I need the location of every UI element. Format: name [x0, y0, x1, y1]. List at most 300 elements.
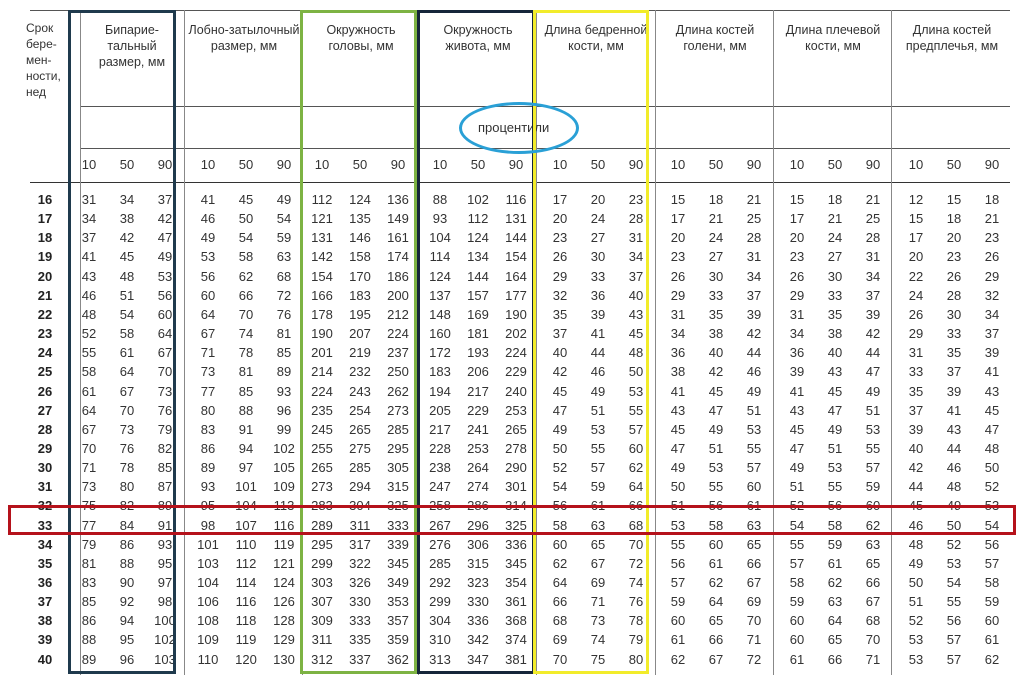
table-cell: 322: [349, 555, 371, 571]
table-cell: 56: [670, 555, 686, 571]
table-cell: 35: [552, 306, 568, 322]
table-cell: 63: [865, 536, 881, 552]
table-cell: 58: [789, 575, 805, 590]
table-cell: 109: [273, 479, 295, 495]
table-cell: 33: [708, 287, 724, 303]
table-cell: 142: [311, 249, 333, 265]
table-cell: 35: [946, 345, 962, 361]
table-cell: 67: [81, 421, 97, 437]
table-cell: 51: [119, 287, 135, 303]
week-cell: 22: [37, 306, 53, 322]
table-cell: 76: [119, 440, 135, 456]
table-cell: 124: [349, 192, 371, 207]
table-cell: 59: [276, 230, 292, 246]
table-cell: 42: [746, 326, 762, 342]
table-cell: 36: [789, 345, 805, 361]
table-cell: 31: [628, 230, 644, 246]
percentile-header: 90: [157, 157, 173, 172]
table-cell: 71: [746, 632, 762, 648]
percentile-header: 10: [908, 157, 924, 172]
table-cell: 112: [311, 192, 333, 207]
table-cell: 78: [628, 613, 644, 629]
table-cell: 58: [552, 517, 568, 533]
table-cell: 304: [349, 498, 371, 514]
table-cell: 49: [670, 460, 686, 476]
table-cell: 15: [908, 211, 924, 227]
table-cell: 325: [387, 498, 409, 514]
table-cell: 86: [200, 440, 216, 456]
table-cell: 18: [708, 192, 724, 207]
table-cell: 47: [157, 230, 173, 246]
table-cell: 49: [552, 421, 568, 437]
table-cell: 56: [946, 613, 962, 629]
table-cell: 60: [552, 536, 568, 552]
table-cell: 326: [349, 575, 371, 590]
table-cell: 76: [157, 402, 173, 418]
table-cell: 354: [505, 575, 527, 590]
table-cell: 23: [628, 192, 644, 207]
table-cell: 283: [311, 498, 333, 514]
table-cell: 53: [908, 651, 924, 667]
table-cell: 149: [387, 211, 409, 227]
table-cell: 60: [157, 306, 173, 322]
table-cell: 50: [984, 460, 1000, 476]
percentile-header: 50: [590, 157, 606, 172]
percentile-header: 10: [552, 157, 568, 172]
table-cell: 313: [429, 651, 451, 667]
table-cell: 194: [429, 383, 451, 399]
table-cell: 56: [708, 498, 724, 514]
percentile-header: 90: [276, 157, 292, 172]
table-cell: 207: [349, 326, 371, 342]
week-cell: 37: [37, 594, 53, 610]
table-cell: 336: [467, 613, 489, 629]
table-cell: 121: [273, 555, 295, 571]
table-cell: 44: [946, 440, 962, 456]
table-cell: 154: [505, 249, 527, 265]
table-cell: 83: [200, 421, 216, 437]
percentile-header: 10: [670, 157, 686, 172]
table-cell: 20: [590, 192, 606, 207]
table-cell: 238: [429, 460, 451, 476]
table-cell: 47: [552, 402, 568, 418]
table-cell: 286: [467, 498, 489, 514]
table-cell: 60: [200, 287, 216, 303]
table-cell: 37: [865, 287, 881, 303]
table-cell: 82: [119, 498, 135, 514]
table-cell: 114: [235, 575, 257, 590]
table-cell: 39: [908, 421, 924, 437]
table-cell: 51: [908, 594, 924, 610]
table-cell: 38: [119, 211, 135, 227]
table-cell: 34: [119, 192, 135, 207]
table-cell: 61: [827, 555, 843, 571]
table-cell: 93: [276, 383, 292, 399]
table-cell: 61: [708, 555, 724, 571]
week-cell: 27: [37, 402, 53, 418]
table-cell: 49: [789, 460, 805, 476]
table-cell: 202: [505, 326, 527, 342]
table-cell: 58: [984, 575, 1000, 590]
table-cell: 44: [908, 479, 924, 495]
table-cell: 28: [946, 287, 962, 303]
table-cell: 26: [552, 249, 568, 265]
table-cell: 20: [552, 211, 568, 227]
table-cell: 120: [235, 651, 257, 667]
table-cell: 39: [789, 364, 805, 380]
table-cell: 110: [235, 536, 257, 552]
table-cell: 67: [119, 383, 135, 399]
table-cell: 95: [200, 498, 216, 514]
percentile-header: 50: [708, 157, 724, 172]
table-cell: 72: [276, 287, 292, 303]
table-cell: 160: [429, 326, 451, 342]
table-cell: 63: [276, 249, 292, 265]
table-cell: 82: [157, 440, 173, 456]
percentile-header: 90: [746, 157, 762, 172]
table-cell: 23: [670, 249, 686, 265]
table-cell: 47: [670, 440, 686, 456]
table-cell: 253: [505, 402, 527, 418]
table-cell: 60: [984, 613, 1000, 629]
group-header-hc: Окружность головы, мм: [326, 23, 396, 53]
table-cell: 49: [946, 498, 962, 514]
table-cell: 52: [81, 326, 97, 342]
table-cell: 78: [238, 345, 254, 361]
table-cell: 67: [157, 345, 173, 361]
table-cell: 45: [789, 421, 805, 437]
table-cell: 101: [197, 536, 219, 552]
table-cell: 58: [827, 517, 843, 533]
table-cell: 131: [311, 230, 333, 246]
table-cell: 23: [984, 230, 1000, 246]
table-cell: 80: [119, 479, 135, 495]
table-cell: 69: [746, 594, 762, 610]
table-cell: 205: [429, 402, 451, 418]
table-cell: 49: [157, 249, 173, 265]
table-cell: 102: [154, 632, 176, 648]
table-cell: 85: [238, 383, 254, 399]
table-cell: 50: [238, 211, 254, 227]
table-cell: 273: [311, 479, 333, 495]
percentile-header: 10: [432, 157, 448, 172]
table-cell: 79: [628, 632, 644, 648]
table-cell: 37: [908, 402, 924, 418]
table-cell: 57: [628, 421, 644, 437]
table-cell: 48: [946, 479, 962, 495]
table-cell: 74: [590, 632, 606, 648]
table-cell: 34: [670, 326, 686, 342]
week-cell: 36: [37, 575, 53, 590]
table-cell: 62: [552, 555, 568, 571]
table-cell: 21: [746, 192, 762, 207]
table-cell: 41: [81, 249, 97, 265]
week-cell: 40: [37, 651, 53, 667]
table-cell: 55: [827, 479, 843, 495]
table-cell: 66: [708, 632, 724, 648]
week-cell: 21: [37, 287, 53, 303]
table-cell: 264: [467, 460, 489, 476]
table-cell: 136: [387, 192, 409, 207]
table-cell: 55: [746, 440, 762, 456]
table-cell: 158: [349, 249, 371, 265]
table-cell: 55: [590, 440, 606, 456]
table-cell: 278: [505, 440, 527, 456]
table-cell: 94: [119, 613, 135, 629]
table-cell: 330: [349, 594, 371, 610]
table-cell: 285: [429, 555, 451, 571]
table-cell: 25: [865, 211, 881, 227]
table-cell: 26: [670, 268, 686, 284]
table-cell: 26: [789, 268, 805, 284]
table-cell: 29: [789, 287, 805, 303]
table-cell: 254: [349, 402, 371, 418]
table-cell: 102: [467, 192, 489, 207]
week-cell: 33: [37, 517, 53, 533]
table-cell: 70: [119, 402, 135, 418]
table-cell: 59: [827, 536, 843, 552]
table-cell: 45: [984, 402, 1000, 418]
table-cell: 39: [746, 306, 762, 322]
table-cell: 63: [590, 517, 606, 533]
table-cell: 54: [119, 306, 135, 322]
table-cell: 276: [429, 536, 451, 552]
table-cell: 43: [827, 364, 843, 380]
table-cell: 45: [628, 326, 644, 342]
table-cell: 95: [119, 632, 135, 648]
table-cell: 109: [197, 632, 219, 648]
table-cell: 303: [311, 575, 333, 590]
table-cell: 26: [908, 306, 924, 322]
column-divider: [891, 10, 892, 675]
table-cell: 108: [197, 613, 219, 629]
table-cell: 79: [157, 421, 173, 437]
table-cell: 172: [429, 345, 451, 361]
table-cell: 70: [552, 651, 568, 667]
table-cell: 51: [746, 402, 762, 418]
table-cell: 71: [81, 460, 97, 476]
table-cell: 235: [311, 402, 333, 418]
table-cell: 60: [789, 632, 805, 648]
table-cell: 70: [746, 613, 762, 629]
table-cell: 186: [387, 268, 409, 284]
table-cell: 374: [505, 632, 527, 648]
table-cell: 30: [946, 306, 962, 322]
table-cell: 31: [81, 192, 97, 207]
table-cell: 262: [387, 383, 409, 399]
table-cell: 237: [387, 345, 409, 361]
table-cell: 46: [946, 460, 962, 476]
table-cell: 50: [670, 479, 686, 495]
table-cell: 39: [946, 383, 962, 399]
table-cell: 47: [708, 402, 724, 418]
table-cell: 31: [670, 306, 686, 322]
table-cell: 66: [628, 498, 644, 514]
table-cell: 311: [311, 632, 333, 648]
table-cell: 85: [81, 594, 97, 610]
table-cell: 51: [670, 498, 686, 514]
table-cell: 296: [467, 517, 489, 533]
table-cell: 61: [119, 345, 135, 361]
table-cell: 74: [238, 326, 254, 342]
table-cell: 92: [119, 594, 135, 610]
table-cell: 273: [387, 402, 409, 418]
table-cell: 62: [827, 575, 843, 590]
table-cell: 265: [505, 421, 527, 437]
table-cell: 70: [628, 536, 644, 552]
table-cell: 255: [311, 440, 333, 456]
table-cell: 113: [273, 498, 295, 514]
table-cell: 37: [946, 364, 962, 380]
group-header-tib: Длина костей голени, мм: [675, 23, 755, 53]
table-cell: 73: [200, 364, 216, 380]
table-cell: 32: [984, 287, 1000, 303]
table-cell: 62: [984, 651, 1000, 667]
table-cell: 41: [670, 383, 686, 399]
table-cell: 42: [908, 460, 924, 476]
table-cell: 60: [789, 613, 805, 629]
table-cell: 65: [708, 613, 724, 629]
table-cell: 54: [238, 230, 254, 246]
table-cell: 166: [311, 287, 333, 303]
table-cell: 37: [81, 230, 97, 246]
table-cell: 144: [505, 230, 527, 246]
table-cell: 15: [789, 192, 805, 207]
table-cell: 95: [157, 555, 173, 571]
table-cell: 299: [311, 555, 333, 571]
percentile-ellipse: [459, 102, 579, 154]
table-cell: 107: [235, 517, 257, 533]
table-cell: 50: [908, 575, 924, 590]
table-cell: 55: [628, 402, 644, 418]
week-cell: 26: [37, 383, 53, 399]
table-cell: 42: [119, 230, 135, 246]
table-cell: 43: [81, 268, 97, 284]
table-cell: 52: [789, 498, 805, 514]
table-cell: 42: [157, 211, 173, 227]
table-cell: 47: [789, 440, 805, 456]
table-cell: 229: [467, 402, 489, 418]
table-cell: 26: [946, 268, 962, 284]
table-cell: 64: [628, 479, 644, 495]
table-cell: 265: [311, 460, 333, 476]
table-cell: 118: [235, 613, 257, 629]
table-cell: 100: [154, 613, 176, 629]
table-cell: 51: [590, 402, 606, 418]
group-header-ofd: Лобно-затылочный размер, мм: [188, 23, 300, 53]
table-cell: 124: [273, 575, 295, 590]
table-cell: 299: [429, 594, 451, 610]
table-cell: 93: [200, 479, 216, 495]
table-cell: 61: [81, 383, 97, 399]
table-cell: 77: [81, 517, 97, 533]
table-cell: 17: [908, 230, 924, 246]
table-cell: 52: [984, 479, 1000, 495]
table-cell: 49: [276, 192, 292, 207]
week-cell: 17: [37, 211, 53, 227]
table-cell: 219: [349, 345, 371, 361]
table-cell: 24: [908, 287, 924, 303]
table-cell: 22: [908, 268, 924, 284]
table-cell: 69: [552, 632, 568, 648]
week-cell: 23: [37, 326, 53, 342]
table-cell: 33: [946, 326, 962, 342]
table-cell: 75: [81, 498, 97, 514]
table-cell: 64: [157, 326, 173, 342]
table-cell: 40: [827, 345, 843, 361]
table-cell: 62: [238, 268, 254, 284]
table-cell: 43: [670, 402, 686, 418]
table-cell: 54: [789, 517, 805, 533]
table-cell: 295: [311, 536, 333, 552]
table-cell: 274: [467, 479, 489, 495]
table-cell: 317: [349, 536, 371, 552]
table-cell: 60: [708, 536, 724, 552]
table-cell: 250: [387, 364, 409, 380]
table-cell: 31: [908, 345, 924, 361]
table-cell: 292: [429, 575, 451, 590]
table-cell: 345: [387, 555, 409, 571]
table-cell: 35: [708, 306, 724, 322]
table-cell: 61: [984, 632, 1000, 648]
table-cell: 315: [467, 555, 489, 571]
table-cell: 80: [200, 402, 216, 418]
table-cell: 53: [984, 498, 1000, 514]
table-cell: 56: [552, 498, 568, 514]
table-cell: 86: [81, 613, 97, 629]
table-cell: 224: [387, 326, 409, 342]
table-cell: 65: [827, 632, 843, 648]
table-cell: 54: [946, 575, 962, 590]
table-cell: 49: [827, 421, 843, 437]
table-cell: 65: [590, 536, 606, 552]
table-cell: 59: [789, 594, 805, 610]
table-cell: 55: [789, 536, 805, 552]
table-cell: 285: [387, 421, 409, 437]
table-cell: 31: [746, 249, 762, 265]
table-cell: 178: [311, 306, 333, 322]
table-cell: 34: [789, 326, 805, 342]
table-cell: 245: [311, 421, 333, 437]
table-cell: 18: [827, 192, 843, 207]
table-cell: 347: [467, 651, 489, 667]
table-cell: 50: [628, 364, 644, 380]
table-cell: 45: [238, 192, 254, 207]
table-cell: 88: [238, 402, 254, 418]
table-cell: 353: [387, 594, 409, 610]
table-cell: 49: [746, 383, 762, 399]
table-cell: 46: [590, 364, 606, 380]
table-cell: 61: [746, 498, 762, 514]
table-cell: 63: [827, 594, 843, 610]
table-cell: 56: [157, 287, 173, 303]
group-header-ac: Окружность живота, мм: [443, 23, 513, 53]
table-cell: 33: [590, 268, 606, 284]
table-cell: 17: [552, 192, 568, 207]
table-cell: 70: [81, 440, 97, 456]
table-cell: 67: [708, 651, 724, 667]
table-cell: 58: [81, 364, 97, 380]
table-cell: 314: [505, 498, 527, 514]
table-cell: 62: [628, 460, 644, 476]
highlight-week-33-row: [8, 505, 1016, 535]
table-cell: 59: [865, 479, 881, 495]
table-cell: 47: [865, 364, 881, 380]
table-cell: 53: [946, 555, 962, 571]
table-cell: 44: [865, 345, 881, 361]
table-cell: 59: [670, 594, 686, 610]
table-cell: 116: [235, 594, 257, 610]
